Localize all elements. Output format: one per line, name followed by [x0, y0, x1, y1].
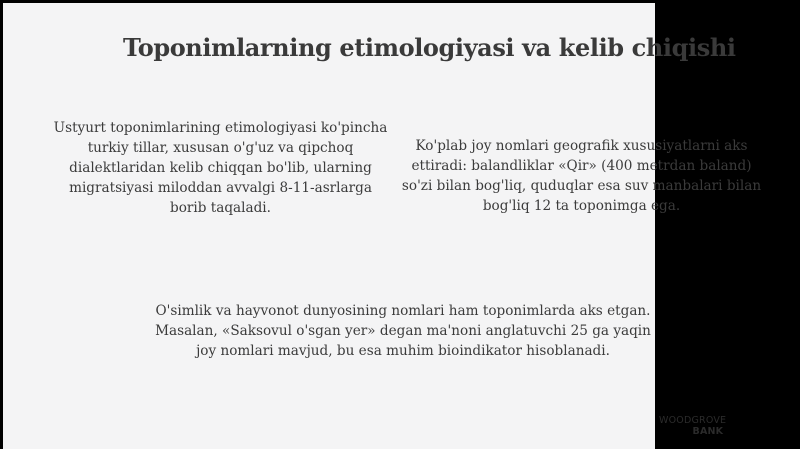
paragraph-etymology: Ustyurt toponimlarining etimologiyasi ko'pincha turkiy tillar, xususan o'g'uz va qipchoq dialektlaridan kelib chiqqan bo'lib, ularning migratsiyasi miloddan avvalgi 8-11-asrlarga borib taqaladi. [53, 120, 388, 216]
slide-title: Toponimlarning etimologiyasi va kelib chiqishi [123, 33, 736, 62]
company-logo [659, 415, 726, 437]
paragraph-geography: Ko'plab joy nomlari geografik xususiyatlarni aks ettiradi: balandliklar «Qir» (400 metrdan baland) so'zi bilan bog'liq, quduqlar esa suv manbalari bilan bog'liq 12 ta toponimga ega. [401, 138, 762, 214]
logo-line-woodgrove: WOODGROVE [659, 415, 727, 426]
logo-black-box [747, 415, 800, 438]
paragraph-flora-fauna: O'simlik va hayvonot dunyosining nomlari ham toponimlarda aks etgan. Masalan, «Saksovul o'sgan yer» degan ma'noni anglatuvchi 25 ga yaqin joy nomlari mavjud, bu esa muhim bioindikator hisoblanadi. [155, 303, 651, 359]
logo-line-bank: BANK [692, 426, 724, 437]
